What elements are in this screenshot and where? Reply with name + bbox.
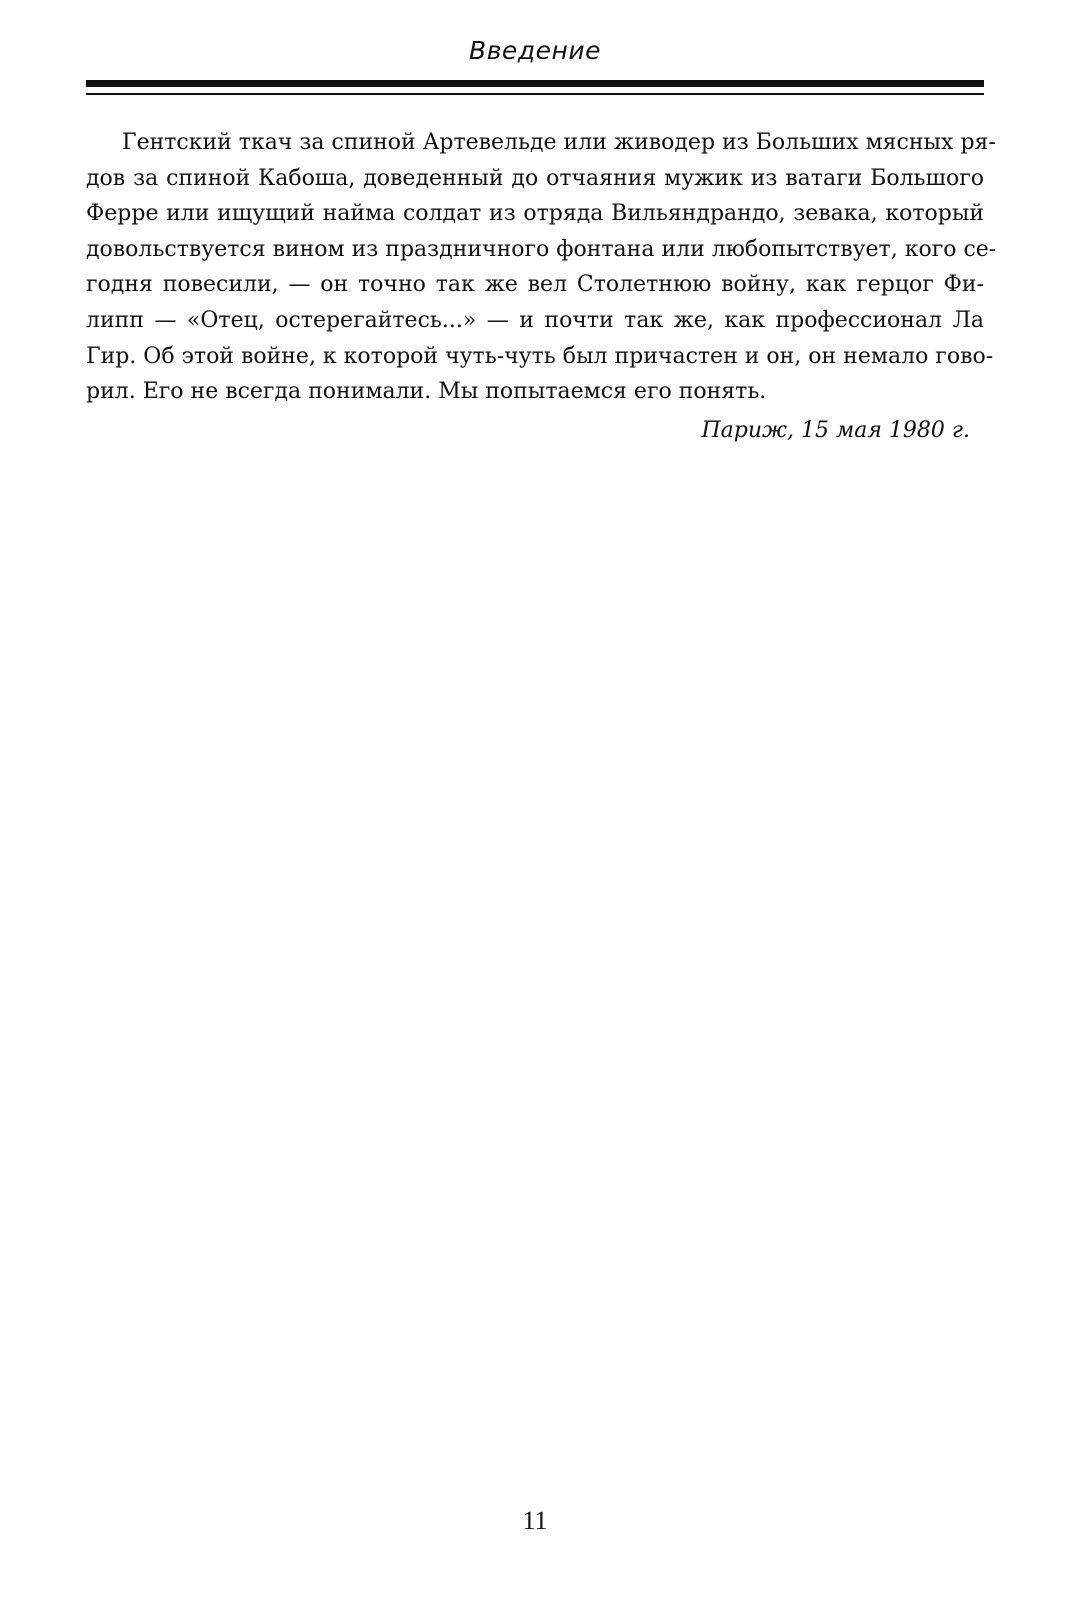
text-line: дов за спиной Кабоша, доведенный до отчаяния мужик из ватаги Большого [86, 165, 984, 191]
body-paragraph [86, 125, 997, 410]
running-head-title: Введение [469, 36, 601, 65]
text-line: Ферре или ищущий найма солдат из отряда Вильяндрандо, зевака, который [86, 201, 984, 227]
page-number: 11 [522, 1506, 548, 1535]
text-line: довольствуется вином из праздничного фонтана или любопытствует, кого се- [86, 236, 997, 262]
text-line: Гентский ткач за спиной Артевельде или живодер из Больших мясных ря- [122, 130, 996, 155]
text-line: рил. Его не всегда понимали. Мы попытаемся его понять. [86, 379, 767, 405]
text-line: липп — «Отец, остерегайтесь...» — и почти так же, как профессионал Ла [86, 307, 984, 333]
header-rule-thin [86, 93, 984, 95]
header-rule-thick [86, 80, 984, 87]
text-line: годня повесили, — он точно так же вел Столетнюю войну, как герцог Фи- [86, 272, 984, 298]
place-date-signature: Париж, 15 мая 1980 г. [701, 418, 970, 443]
text-line: Гир. Об этой войне, к которой чуть-чуть был причастен и он, он немало гово- [86, 343, 994, 369]
